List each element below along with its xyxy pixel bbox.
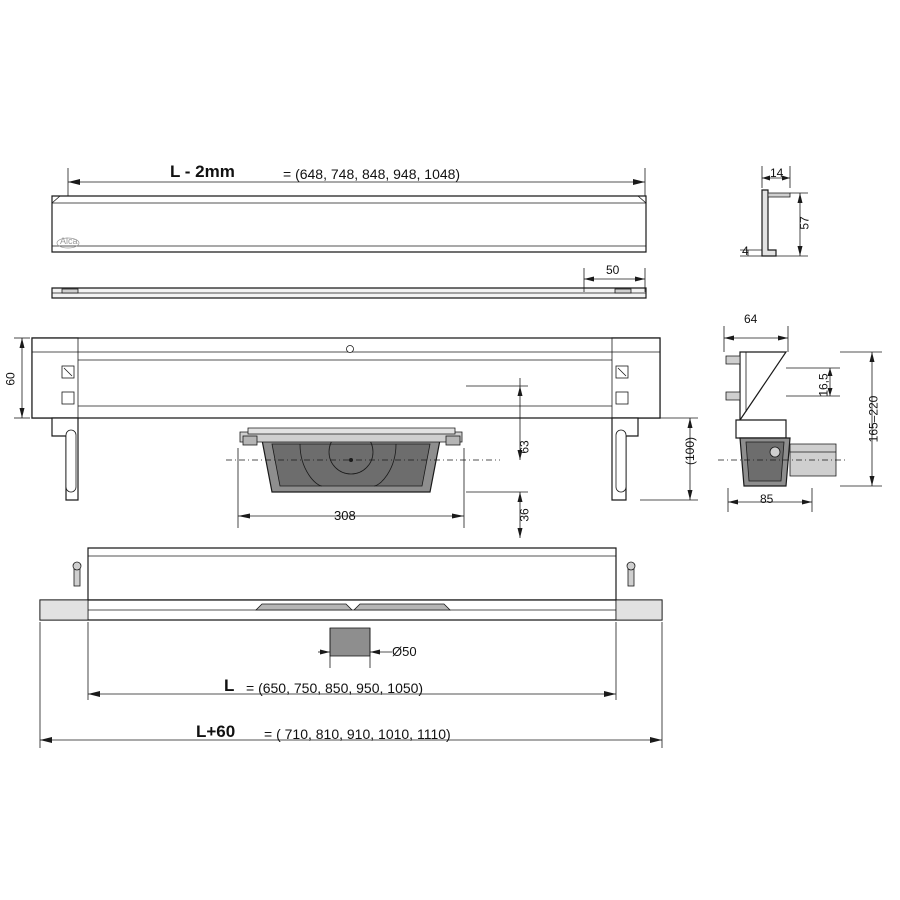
dim-flange-length-values: = ( 710, 810, 910, 1010, 1110): [264, 726, 451, 742]
dim-outlet-diameter: Ø50: [392, 644, 417, 659]
dim-side-width: 64: [744, 312, 758, 326]
dim-trap-width: 308: [334, 508, 356, 523]
dim-profile-width: 14: [770, 166, 784, 180]
dim-profile-lip: 4: [742, 244, 749, 258]
dim-height-60: 60: [3, 372, 18, 386]
dim-bracket-offset: 50: [606, 263, 620, 277]
dim-body-length-symbol: L: [224, 676, 235, 695]
dim-foot-width: 85: [760, 492, 774, 506]
dim-adjust-range: 165–220: [866, 395, 881, 443]
brand-logo: Alca: [60, 236, 78, 246]
dim-profile-height: 57: [797, 216, 812, 230]
dim-height-100: (100): [683, 436, 698, 466]
dim-body-length-values: = (650, 750, 850, 950, 1050): [246, 680, 424, 696]
dim-flange-length-symbol: L+60: [196, 722, 236, 741]
dim-height-36: 36: [517, 508, 532, 522]
dim-side-inner: 16,5: [816, 373, 831, 397]
dim-grate-length-symbol: L - 2mm: [170, 162, 235, 181]
dim-height-63: 63: [517, 440, 532, 454]
dim-grate-length-values: = (648, 748, 848, 948, 1048): [283, 166, 461, 182]
